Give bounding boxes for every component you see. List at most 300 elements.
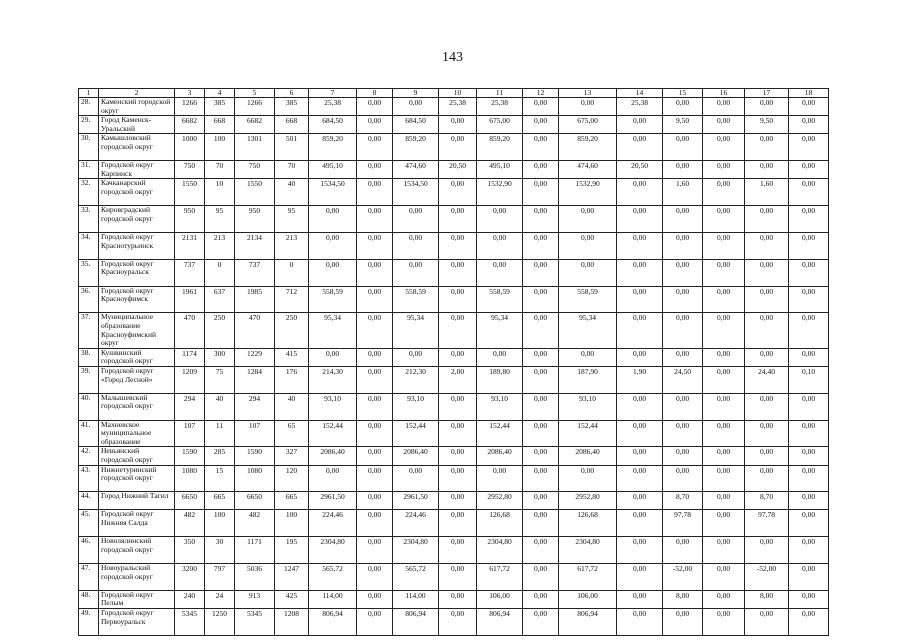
value-cell: 482 bbox=[235, 510, 275, 537]
value-cell: 0,00 bbox=[477, 206, 523, 233]
value-cell: 1171 bbox=[235, 537, 275, 564]
value-cell: 2304,80 bbox=[477, 537, 523, 564]
value-cell: 385 bbox=[275, 98, 309, 116]
value-cell: 2952,80 bbox=[477, 492, 523, 510]
value-cell: 0,00 bbox=[357, 447, 393, 465]
value-cell: 737 bbox=[175, 259, 205, 286]
value-cell: 106,00 bbox=[559, 590, 617, 608]
value-cell: 95 bbox=[275, 206, 309, 233]
row-number: 42. bbox=[79, 447, 99, 465]
value-cell: 0,00 bbox=[745, 537, 789, 564]
value-cell: 0,00 bbox=[477, 465, 523, 492]
value-cell: 0,00 bbox=[703, 366, 745, 393]
value-cell: 0,00 bbox=[745, 393, 789, 420]
value-cell: 70 bbox=[205, 161, 235, 179]
value-cell: 1550 bbox=[235, 179, 275, 206]
value-cell: 684,50 bbox=[309, 116, 357, 134]
value-cell: 97,78 bbox=[745, 510, 789, 537]
value-cell: 75 bbox=[205, 366, 235, 393]
value-cell: 0,00 bbox=[617, 348, 663, 366]
value-cell: -52,00 bbox=[745, 564, 789, 591]
value-cell: 126,68 bbox=[477, 510, 523, 537]
value-cell: 100 bbox=[275, 510, 309, 537]
value-cell: 0,00 bbox=[523, 98, 559, 116]
value-cell: 0,00 bbox=[789, 286, 829, 313]
value-cell: 40 bbox=[275, 179, 309, 206]
value-cell: 0,00 bbox=[357, 179, 393, 206]
value-cell: 0,00 bbox=[617, 420, 663, 447]
value-cell: 0,00 bbox=[745, 420, 789, 447]
municipality-name: Городской округ «Город Лесной» bbox=[99, 366, 175, 393]
value-cell: 0,00 bbox=[357, 286, 393, 313]
value-cell: 0,00 bbox=[357, 590, 393, 608]
value-cell: 95,34 bbox=[559, 313, 617, 348]
value-cell: 1532,90 bbox=[477, 179, 523, 206]
value-cell: 0,00 bbox=[703, 161, 745, 179]
value-cell: 0,00 bbox=[617, 564, 663, 591]
value-cell: 0,00 bbox=[439, 590, 477, 608]
row-number: 44. bbox=[79, 492, 99, 510]
value-cell: 0,00 bbox=[617, 206, 663, 233]
value-cell: 11 bbox=[205, 420, 235, 447]
value-cell: 1250 bbox=[205, 609, 235, 636]
value-cell: 0,00 bbox=[663, 393, 703, 420]
value-cell: 6650 bbox=[235, 492, 275, 510]
value-cell: 1590 bbox=[235, 447, 275, 465]
value-cell: 0,00 bbox=[663, 537, 703, 564]
value-cell: 385 bbox=[205, 98, 235, 116]
table-row bbox=[79, 590, 829, 608]
value-cell: 0,00 bbox=[617, 313, 663, 348]
table-row bbox=[79, 510, 829, 537]
value-cell: 0,00 bbox=[523, 609, 559, 636]
value-cell: 3200 bbox=[175, 564, 205, 591]
value-cell: 425 bbox=[275, 590, 309, 608]
value-cell: 637 bbox=[205, 286, 235, 313]
value-cell: 1,60 bbox=[745, 179, 789, 206]
value-cell: 0,00 bbox=[439, 259, 477, 286]
value-cell: 1961 bbox=[175, 286, 205, 313]
value-cell: 0,00 bbox=[357, 348, 393, 366]
value-cell: 0,00 bbox=[663, 286, 703, 313]
value-cell: 0,00 bbox=[663, 447, 703, 465]
value-cell: 107 bbox=[175, 420, 205, 447]
value-cell: 25,38 bbox=[617, 98, 663, 116]
value-cell: 0,00 bbox=[703, 134, 745, 161]
value-cell: 6682 bbox=[175, 116, 205, 134]
value-cell: 0,00 bbox=[523, 134, 559, 161]
value-cell: 617,72 bbox=[477, 564, 523, 591]
municipality-name: Камышловский городской округ bbox=[99, 134, 175, 161]
value-cell: 0,00 bbox=[523, 259, 559, 286]
column-header: 11 bbox=[477, 89, 523, 98]
value-cell: 665 bbox=[275, 492, 309, 510]
value-cell: 0,00 bbox=[309, 465, 357, 492]
value-cell: 501 bbox=[275, 134, 309, 161]
value-cell: 0,00 bbox=[439, 447, 477, 465]
value-cell: 0,00 bbox=[745, 609, 789, 636]
value-cell: 24,50 bbox=[663, 366, 703, 393]
value-cell: 1266 bbox=[175, 98, 205, 116]
value-cell: 25,38 bbox=[309, 98, 357, 116]
value-cell: 0,00 bbox=[703, 116, 745, 134]
municipality-name: Городской округ Красноуральск bbox=[99, 259, 175, 286]
value-cell: 152,44 bbox=[309, 420, 357, 447]
row-number: 31. bbox=[79, 161, 99, 179]
value-cell: 1247 bbox=[275, 564, 309, 591]
value-cell: 0,00 bbox=[789, 564, 829, 591]
value-cell: 1000 bbox=[175, 134, 205, 161]
municipality-name: Городской округ Первоуральск bbox=[99, 609, 175, 636]
value-cell: 0,00 bbox=[745, 465, 789, 492]
value-cell: 2,00 bbox=[439, 366, 477, 393]
value-cell: 0,00 bbox=[617, 286, 663, 313]
value-cell: 0,00 bbox=[745, 348, 789, 366]
value-cell: 100 bbox=[205, 510, 235, 537]
column-header: 14 bbox=[617, 89, 663, 98]
value-cell: 0,00 bbox=[357, 492, 393, 510]
table-row bbox=[79, 161, 829, 179]
value-cell: 0,00 bbox=[703, 206, 745, 233]
value-cell: 350 bbox=[175, 537, 205, 564]
value-cell: 482 bbox=[175, 510, 205, 537]
value-cell: 712 bbox=[275, 286, 309, 313]
row-number: 38. bbox=[79, 348, 99, 366]
table-row bbox=[79, 447, 829, 465]
value-cell: 0,00 bbox=[393, 232, 439, 259]
column-header: 17 bbox=[745, 89, 789, 98]
table-row bbox=[79, 98, 829, 116]
value-cell: 474,60 bbox=[393, 161, 439, 179]
value-cell: 0,00 bbox=[703, 232, 745, 259]
value-cell: 0,00 bbox=[439, 348, 477, 366]
value-cell: 1229 bbox=[235, 348, 275, 366]
value-cell: 0,00 bbox=[439, 492, 477, 510]
value-cell: 0,00 bbox=[523, 393, 559, 420]
value-cell: 93,10 bbox=[309, 393, 357, 420]
value-cell: 106,00 bbox=[477, 590, 523, 608]
table-row bbox=[79, 366, 829, 393]
value-cell: 0,00 bbox=[789, 206, 829, 233]
value-cell: 0,00 bbox=[523, 232, 559, 259]
value-cell: 2961,50 bbox=[393, 492, 439, 510]
value-cell: 470 bbox=[235, 313, 275, 348]
column-header: 8 bbox=[357, 89, 393, 98]
value-cell: 195 bbox=[275, 537, 309, 564]
value-cell: 558,59 bbox=[309, 286, 357, 313]
page-number: 143 bbox=[442, 50, 463, 65]
value-cell: 684,50 bbox=[393, 116, 439, 134]
value-cell: 8,00 bbox=[745, 590, 789, 608]
value-cell: 0,00 bbox=[663, 98, 703, 116]
value-cell: 0,00 bbox=[745, 313, 789, 348]
value-cell: 0,00 bbox=[745, 232, 789, 259]
value-cell: 415 bbox=[275, 348, 309, 366]
value-cell: 152,44 bbox=[559, 420, 617, 447]
value-cell: 2131 bbox=[175, 232, 205, 259]
table-row bbox=[79, 465, 829, 492]
value-cell: 470 bbox=[175, 313, 205, 348]
value-cell: 0,00 bbox=[523, 492, 559, 510]
value-cell: 737 bbox=[235, 259, 275, 286]
value-cell: 0,00 bbox=[745, 286, 789, 313]
value-cell: 0,00 bbox=[789, 313, 829, 348]
value-cell: 0,00 bbox=[703, 564, 745, 591]
value-cell: 152,44 bbox=[393, 420, 439, 447]
value-cell: 0,00 bbox=[789, 447, 829, 465]
value-cell: 30 bbox=[205, 537, 235, 564]
value-cell: 0,00 bbox=[439, 420, 477, 447]
row-number: 49. bbox=[79, 609, 99, 636]
value-cell: 0,00 bbox=[789, 465, 829, 492]
table-row bbox=[79, 116, 829, 134]
column-header: 12 bbox=[523, 89, 559, 98]
value-cell: 0,00 bbox=[523, 564, 559, 591]
value-cell: 250 bbox=[205, 313, 235, 348]
value-cell: 250 bbox=[275, 313, 309, 348]
municipality-name: Кушвинский городской округ bbox=[99, 348, 175, 366]
value-cell: 327 bbox=[275, 447, 309, 465]
value-cell: 0,00 bbox=[309, 348, 357, 366]
value-cell: 5345 bbox=[175, 609, 205, 636]
value-cell: 0,00 bbox=[477, 259, 523, 286]
table-row bbox=[79, 537, 829, 564]
value-cell: 2086,40 bbox=[559, 447, 617, 465]
value-cell: 0,00 bbox=[663, 206, 703, 233]
row-number: 34. bbox=[79, 232, 99, 259]
value-cell: 0,00 bbox=[357, 116, 393, 134]
value-cell: 24,40 bbox=[745, 366, 789, 393]
value-cell: 0,00 bbox=[663, 313, 703, 348]
value-cell: 0,00 bbox=[703, 492, 745, 510]
value-cell: 176 bbox=[275, 366, 309, 393]
value-cell: 0,00 bbox=[663, 232, 703, 259]
value-cell: 0,00 bbox=[617, 134, 663, 161]
column-header: 5 bbox=[235, 89, 275, 98]
value-cell: 2304,80 bbox=[309, 537, 357, 564]
value-cell: 213 bbox=[205, 232, 235, 259]
table-row bbox=[79, 134, 829, 161]
value-cell: 0,00 bbox=[789, 98, 829, 116]
value-cell: 0,00 bbox=[439, 313, 477, 348]
value-cell: 0,00 bbox=[309, 232, 357, 259]
municipality-name: Кировградский городской округ bbox=[99, 206, 175, 233]
row-number: 32. bbox=[79, 179, 99, 206]
row-number: 47. bbox=[79, 564, 99, 591]
value-cell: 668 bbox=[205, 116, 235, 134]
value-cell: 120 bbox=[275, 465, 309, 492]
value-cell: 15 bbox=[205, 465, 235, 492]
row-number: 35. bbox=[79, 259, 99, 286]
column-header: 1 bbox=[79, 89, 99, 98]
municipality-name: Нижнетуринский городской округ bbox=[99, 465, 175, 492]
value-cell: 0,00 bbox=[617, 510, 663, 537]
value-cell: 93,10 bbox=[393, 393, 439, 420]
value-cell: 0,00 bbox=[789, 393, 829, 420]
value-cell: 0,00 bbox=[357, 313, 393, 348]
value-cell: 0,00 bbox=[439, 564, 477, 591]
value-cell: 0,00 bbox=[617, 232, 663, 259]
value-cell: 0,00 bbox=[703, 420, 745, 447]
value-cell: 0,00 bbox=[439, 286, 477, 313]
value-cell: 224,46 bbox=[309, 510, 357, 537]
value-cell: 0,00 bbox=[789, 510, 829, 537]
table-row bbox=[79, 609, 829, 636]
municipality-name: Каменский городской округ bbox=[99, 98, 175, 116]
row-number: 37. bbox=[79, 313, 99, 348]
value-cell: 0,00 bbox=[617, 465, 663, 492]
value-cell: 189,80 bbox=[477, 366, 523, 393]
value-cell: 0,00 bbox=[663, 161, 703, 179]
table-row bbox=[79, 232, 829, 259]
value-cell: 0,00 bbox=[309, 206, 357, 233]
value-cell: 0,00 bbox=[745, 161, 789, 179]
value-cell: 0,00 bbox=[617, 447, 663, 465]
value-cell: 0,00 bbox=[439, 537, 477, 564]
column-header: 15 bbox=[663, 89, 703, 98]
row-number: 40. bbox=[79, 393, 99, 420]
table-row bbox=[79, 393, 829, 420]
value-cell: 0,00 bbox=[559, 98, 617, 116]
column-header: 18 bbox=[789, 89, 829, 98]
value-cell: 0,00 bbox=[703, 393, 745, 420]
value-cell: 40 bbox=[275, 393, 309, 420]
value-cell: 0,10 bbox=[789, 366, 829, 393]
value-cell: 8,70 bbox=[663, 492, 703, 510]
value-cell: 1080 bbox=[235, 465, 275, 492]
value-cell: 107 bbox=[235, 420, 275, 447]
value-cell: 675,00 bbox=[559, 116, 617, 134]
value-cell: 0,00 bbox=[789, 161, 829, 179]
value-cell: 114,00 bbox=[393, 590, 439, 608]
row-number: 41. bbox=[79, 420, 99, 447]
value-cell: 0,00 bbox=[559, 206, 617, 233]
value-cell: 0,00 bbox=[703, 447, 745, 465]
value-cell: 1,60 bbox=[663, 179, 703, 206]
municipality-name: Новоуральский городской округ bbox=[99, 564, 175, 591]
value-cell: 806,94 bbox=[559, 609, 617, 636]
value-cell: 40 bbox=[205, 393, 235, 420]
value-cell: 294 bbox=[175, 393, 205, 420]
row-number: 46. bbox=[79, 537, 99, 564]
value-cell: 294 bbox=[235, 393, 275, 420]
value-cell: 0,00 bbox=[357, 564, 393, 591]
municipality-name: Невьянский городской округ bbox=[99, 447, 175, 465]
value-cell: 93,10 bbox=[477, 393, 523, 420]
value-cell: 0,00 bbox=[523, 313, 559, 348]
value-cell: 0,00 bbox=[703, 510, 745, 537]
value-cell: 0,00 bbox=[439, 232, 477, 259]
municipality-name: Городской округ Нижняя Салда bbox=[99, 510, 175, 537]
row-number: 33. bbox=[79, 206, 99, 233]
column-header: 3 bbox=[175, 89, 205, 98]
value-cell: 0,00 bbox=[745, 259, 789, 286]
value-cell: 0,00 bbox=[789, 179, 829, 206]
value-cell: 1985 bbox=[235, 286, 275, 313]
value-cell: 0,00 bbox=[477, 232, 523, 259]
value-cell: 675,00 bbox=[477, 116, 523, 134]
value-cell: 750 bbox=[175, 161, 205, 179]
value-cell: 1534,50 bbox=[393, 179, 439, 206]
value-cell: 0,00 bbox=[703, 590, 745, 608]
value-cell: 1209 bbox=[175, 366, 205, 393]
value-cell: 65 bbox=[275, 420, 309, 447]
value-cell: 0,00 bbox=[439, 206, 477, 233]
row-number: 43. bbox=[79, 465, 99, 492]
value-cell: 0,00 bbox=[393, 465, 439, 492]
value-cell: 0,00 bbox=[357, 134, 393, 161]
value-cell: 5036 bbox=[235, 564, 275, 591]
value-cell: 0,00 bbox=[617, 393, 663, 420]
value-cell: 0,00 bbox=[789, 134, 829, 161]
row-number: 28. bbox=[79, 98, 99, 116]
value-cell: 558,59 bbox=[393, 286, 439, 313]
value-cell: 0,00 bbox=[745, 134, 789, 161]
value-cell: 2134 bbox=[235, 232, 275, 259]
data-table bbox=[78, 88, 829, 636]
value-cell: 0,00 bbox=[703, 179, 745, 206]
value-cell: 1266 bbox=[235, 98, 275, 116]
value-cell: 0 bbox=[205, 259, 235, 286]
value-cell: 950 bbox=[235, 206, 275, 233]
table-row bbox=[79, 286, 829, 313]
value-cell: 1,90 bbox=[617, 366, 663, 393]
value-cell: 665 bbox=[205, 492, 235, 510]
value-cell: 224,46 bbox=[393, 510, 439, 537]
value-cell: 1284 bbox=[235, 366, 275, 393]
value-cell: 2304,80 bbox=[393, 537, 439, 564]
value-cell: 558,59 bbox=[477, 286, 523, 313]
value-cell: 2086,40 bbox=[393, 447, 439, 465]
value-cell: 0,00 bbox=[357, 161, 393, 179]
value-cell: 0,00 bbox=[703, 259, 745, 286]
value-cell: 0,00 bbox=[357, 232, 393, 259]
value-cell: 0,00 bbox=[703, 313, 745, 348]
value-cell: 1550 bbox=[175, 179, 205, 206]
value-cell: 6650 bbox=[175, 492, 205, 510]
value-cell: 1174 bbox=[175, 348, 205, 366]
value-cell: 9,50 bbox=[745, 116, 789, 134]
value-cell: 212,30 bbox=[393, 366, 439, 393]
value-cell: 95,34 bbox=[393, 313, 439, 348]
value-cell: 0,00 bbox=[439, 116, 477, 134]
value-cell: 0,00 bbox=[789, 537, 829, 564]
value-cell: 0,00 bbox=[523, 420, 559, 447]
value-cell: 913 bbox=[235, 590, 275, 608]
value-cell: 0,00 bbox=[393, 348, 439, 366]
value-cell: 0,00 bbox=[357, 98, 393, 116]
municipality-name: Город Нижний Тагил bbox=[99, 492, 175, 510]
value-cell: 0,00 bbox=[523, 510, 559, 537]
value-cell: 0,00 bbox=[703, 609, 745, 636]
table-row bbox=[79, 206, 829, 233]
value-cell: 0,00 bbox=[703, 98, 745, 116]
value-cell: 0,00 bbox=[523, 447, 559, 465]
value-cell: 0,00 bbox=[523, 286, 559, 313]
value-cell: 0,00 bbox=[523, 206, 559, 233]
municipality-name: Городской округ Пелым bbox=[99, 590, 175, 608]
value-cell: 0,00 bbox=[789, 492, 829, 510]
table-row bbox=[79, 564, 829, 591]
value-cell: 0,00 bbox=[357, 259, 393, 286]
value-cell: 6682 bbox=[235, 116, 275, 134]
value-cell: 0,00 bbox=[617, 537, 663, 564]
value-cell: 859,20 bbox=[393, 134, 439, 161]
value-cell: 187,90 bbox=[559, 366, 617, 393]
value-cell: 0,00 bbox=[789, 232, 829, 259]
value-cell: 0,00 bbox=[357, 510, 393, 537]
value-cell: 214,30 bbox=[309, 366, 357, 393]
